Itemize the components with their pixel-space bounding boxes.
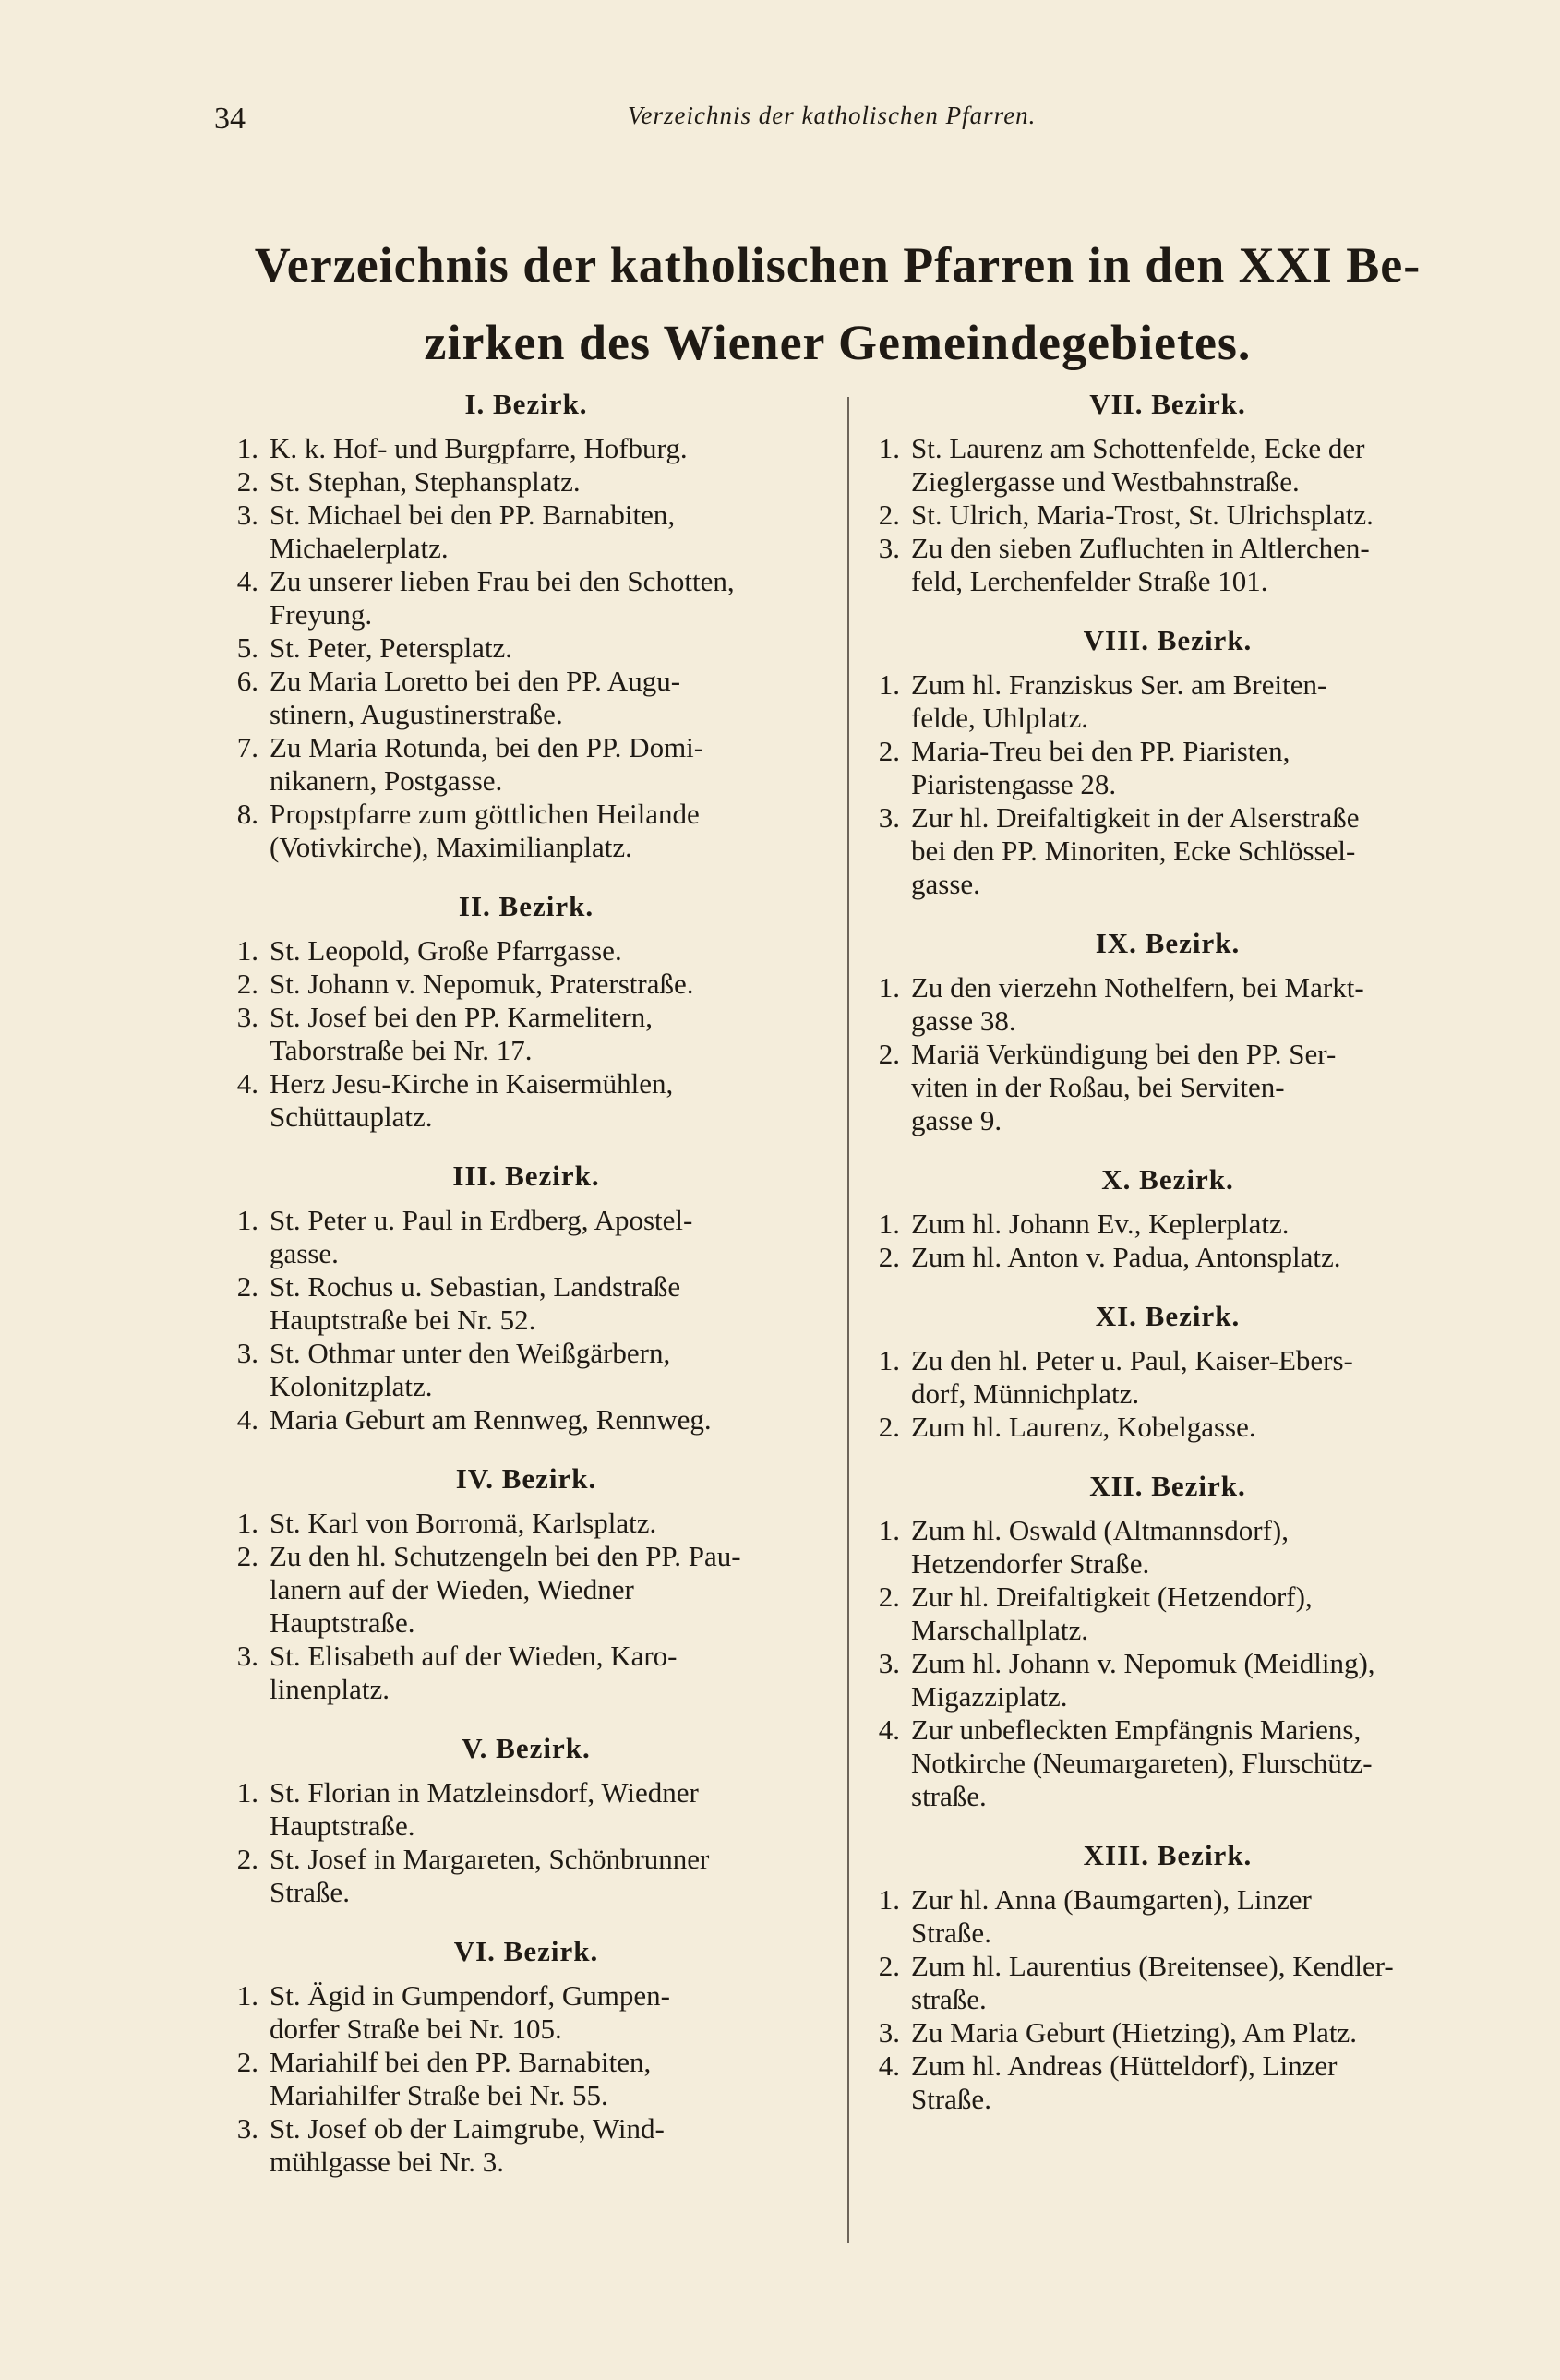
column-divider (847, 397, 849, 2243)
parish-entry (863, 1344, 1472, 1411)
parish-entry (222, 1204, 831, 1270)
entry-line: Zum hl. Anton v. Padua, Antonsplatz. (911, 1241, 1341, 1273)
entry-text (270, 1540, 831, 1640)
entry-line: St. Ägid in Gumpendorf, Gumpen- (270, 1979, 670, 2012)
parish-entry (222, 1843, 831, 1909)
entry-line: Mariä Verkündigung bei den PP. Ser- (911, 1038, 1337, 1070)
parish-entry (222, 499, 831, 565)
entry-line: Zu Maria Geburt (Hietzing), Am Platz. (911, 2016, 1357, 2049)
running-title: Verzeichnis der katholischen Pfarren. (628, 102, 1037, 129)
entry-text (270, 631, 831, 665)
district-heading: XII. Bezirk. (1089, 1470, 1246, 1502)
entry-line: Zum hl. Johann v. Nepomuk (Meidling), (911, 1647, 1375, 1679)
parish-entry (863, 1883, 1472, 1950)
parish-entry (222, 1403, 831, 1436)
entry-text (911, 1344, 1472, 1411)
entry-line: Zu Maria Loretto bei den PP. Augu- (270, 665, 681, 697)
entry-line: Zieglergasse und Westbahnstraße. (911, 465, 1300, 498)
entry-text (270, 665, 831, 731)
entry-line: dorf, Münnichplatz. (911, 1377, 1140, 1410)
parish-entry (863, 1647, 1472, 1713)
entry-text (270, 1001, 831, 1067)
entry-number: 7. (236, 731, 258, 763)
entry-number: 1. (878, 1883, 900, 1916)
entry-number: 2. (236, 968, 258, 1000)
parish-entry (863, 1038, 1472, 1137)
entry-line: Straße. (911, 1917, 991, 1949)
parish-entry (222, 1979, 831, 2046)
entry-number: 2. (236, 1270, 258, 1303)
parish-entry (222, 1776, 831, 1843)
district-heading: X. Bezirk. (1101, 1163, 1234, 1196)
entry-text (270, 1067, 831, 1134)
parish-entry (863, 1950, 1472, 2016)
entry-text (911, 1713, 1472, 1813)
parish-entry (222, 2112, 831, 2179)
entry-text (270, 798, 831, 864)
entry-text (270, 2112, 831, 2179)
entry-line: Zum hl. Oswald (Altmannsdorf), (911, 1514, 1289, 1546)
entry-line: St. Leopold, Große Pfarrgasse. (270, 934, 622, 967)
entry-line: St. Peter u. Paul in Erdberg, Apostel- (270, 1204, 693, 1236)
entry-line: stinern, Augustinerstraße. (270, 698, 563, 730)
parish-entry (863, 1208, 1472, 1241)
entry-number: 2. (236, 465, 258, 498)
entry-line: Propstpfarre zum göttlichen Heilande (270, 798, 700, 830)
entry-text (270, 1337, 831, 1403)
district-section (863, 1300, 1472, 1444)
entry-text (911, 2016, 1472, 2049)
parish-entry (222, 665, 831, 731)
entry-text (911, 1581, 1472, 1647)
district-section (222, 1160, 831, 1436)
entry-line: St. Josef bei den PP. Karmelitern, (270, 1001, 654, 1033)
entry-line: straße. (911, 1780, 987, 1812)
entry-text (270, 565, 831, 631)
entry-line: Mariahilf bei den PP. Barnabiten, (270, 2046, 652, 2078)
entry-number: 1. (878, 971, 900, 1004)
entry-line: gasse 38. (911, 1004, 1016, 1037)
entry-line: Hauptstraße. (270, 1809, 415, 1842)
district-section (222, 1732, 831, 1909)
parish-entry (863, 1411, 1472, 1444)
entry-line: St. Karl von Borromä, Karlsplatz. (270, 1507, 657, 1539)
entry-line: Zum hl. Laurenz, Kobelgasse. (911, 1411, 1256, 1443)
entry-line: Zu unserer lieben Frau bei den Schotten, (270, 565, 735, 597)
entry-line: felde, Uhlplatz. (911, 702, 1088, 734)
entry-text (270, 1979, 831, 2046)
parish-entry (222, 1640, 831, 1706)
entry-line: Maria-Treu bei den PP. Piaristen, (911, 735, 1290, 767)
entry-line: viten in der Roßau, bei Serviten- (911, 1071, 1285, 1103)
parish-entry (863, 971, 1472, 1038)
entry-line: dorfer Straße bei Nr. 105. (270, 2013, 562, 2045)
parish-entry (222, 432, 831, 465)
entry-number: 4. (236, 1403, 258, 1436)
entry-line: Mariahilfer Straße bei Nr. 55. (270, 2079, 608, 2111)
title-line-1: Verzeichnis der katholischen Pfarren in den XXI Be- (254, 237, 1422, 293)
parish-entry (222, 2046, 831, 2112)
entry-line: Zu den hl. Schutzengeln bei den PP. Pau- (270, 1540, 741, 1572)
entry-line: Hetzendorfer Straße. (911, 1547, 1150, 1580)
entry-number: 3. (236, 2112, 258, 2145)
entry-number: 1. (878, 1514, 900, 1546)
entry-line: St. Johann v. Nepomuk, Praterstraße. (270, 968, 694, 1000)
entry-line: Zur hl. Anna (Baumgarten), Linzer (911, 1883, 1312, 1916)
district-heading: IX. Bezirk. (1095, 927, 1241, 959)
entry-line: Hauptstraße bei Nr. 52. (270, 1304, 536, 1336)
entry-number: 2. (878, 1581, 900, 1613)
district-section (863, 388, 1472, 598)
entry-number: 3. (236, 1640, 258, 1672)
entry-line: Michaelerplatz. (270, 532, 449, 564)
entry-line: gasse. (911, 868, 980, 900)
entry-line: K. k. Hof- und Burgpfarre, Hofburg. (270, 432, 688, 464)
entry-line: bei den PP. Minoriten, Ecke Schlössel- (911, 835, 1356, 867)
entry-text (270, 731, 831, 798)
district-heading: IV. Bezirk. (455, 1462, 597, 1495)
entry-number: 1. (878, 1344, 900, 1376)
entry-line: mühlgasse bei Nr. 3. (270, 2146, 504, 2178)
entry-text (270, 465, 831, 499)
parish-entry (863, 532, 1472, 598)
parish-entry (222, 1270, 831, 1337)
parish-entry (863, 1713, 1472, 1813)
district-section (222, 1462, 831, 1706)
entry-number: 3. (878, 1647, 900, 1679)
entry-line: St. Elisabeth auf der Wieden, Karo- (270, 1640, 678, 1672)
entry-text (270, 1776, 831, 1843)
entry-number: 3. (236, 499, 258, 531)
entry-number: 1. (236, 934, 258, 967)
entry-line: St. Laurenz am Schottenfelde, Ecke der (911, 432, 1365, 464)
entry-line: Herz Jesu-Kirche in Kaisermühlen, (270, 1067, 674, 1100)
entry-line: Hauptstraße. (270, 1606, 415, 1639)
entry-line: Zu den sieben Zufluchten in Altlerchen- (911, 532, 1370, 564)
parish-entry (222, 465, 831, 499)
parish-entry (863, 801, 1472, 901)
entry-text (911, 1241, 1472, 1274)
district-section (863, 1839, 1472, 2116)
entry-text (911, 532, 1472, 598)
entry-line: St. Michael bei den PP. Barnabiten, (270, 499, 676, 531)
entry-line: Zur hl. Dreifaltigkeit in der Alserstraße (911, 801, 1360, 834)
district-heading: VII. Bezirk. (1089, 388, 1246, 420)
entry-text (911, 1038, 1472, 1137)
district-section (222, 1935, 831, 2179)
parish-entry (222, 1540, 831, 1640)
entry-number: 3. (878, 532, 900, 564)
parish-entry (222, 798, 831, 864)
right-column (863, 388, 1472, 2142)
district-section (222, 890, 831, 1134)
district-section (863, 1163, 1472, 1274)
entry-text (270, 1204, 831, 1270)
parish-entry (222, 1507, 831, 1540)
district-heading: VIII. Bezirk. (1083, 624, 1253, 656)
district-heading: VI. Bezirk. (453, 1935, 599, 1967)
entry-line: Zu Maria Rotunda, bei den PP. Domi- (270, 731, 704, 763)
parish-entry (863, 499, 1472, 532)
entry-line: Taborstraße bei Nr. 17. (270, 1034, 533, 1066)
entry-line: St. Rochus u. Sebastian, Landstraße (270, 1270, 681, 1303)
entry-line: Zu den vierzehn Nothelfern, bei Markt- (911, 971, 1364, 1004)
entry-number: 1. (236, 1204, 258, 1236)
district-section (863, 624, 1472, 901)
entry-line: Zu den hl. Peter u. Paul, Kaiser-Ebers- (911, 1344, 1353, 1376)
parish-entry (222, 968, 831, 1001)
entry-number: 3. (236, 1337, 258, 1369)
entry-number: 1. (236, 432, 258, 464)
entry-text (911, 1883, 1472, 1950)
district-heading: XI. Bezirk. (1095, 1300, 1241, 1332)
district-section (863, 927, 1472, 1137)
entry-line: Schüttauplatz. (270, 1100, 433, 1133)
page-title (217, 226, 1458, 381)
entry-line: Piaristengasse 28. (911, 768, 1117, 800)
entry-line: St. Ulrich, Maria-Trost, St. Ulrichsplatz. (911, 499, 1374, 531)
district-heading: I. Bezirk. (464, 388, 588, 420)
entry-line: gasse. (270, 1237, 339, 1269)
parish-entry (222, 731, 831, 798)
entry-line: straße. (911, 1983, 987, 2015)
entry-line: Zum hl. Franziskus Ser. am Breiten- (911, 668, 1327, 701)
parish-entry (863, 668, 1472, 735)
parish-entry (863, 1241, 1472, 1274)
entry-text (911, 432, 1472, 499)
entry-text (270, 1270, 831, 1337)
entry-line: Straße. (270, 1876, 350, 1908)
district-heading: V. Bezirk. (462, 1732, 591, 1764)
entry-line: gasse 9. (911, 1104, 1002, 1136)
parish-entry (222, 631, 831, 665)
entry-line: St. Josef ob der Laimgrube, Wind- (270, 2112, 665, 2145)
district-heading: III. Bezirk. (452, 1160, 600, 1192)
entry-text (911, 735, 1472, 801)
entry-number: 2. (878, 735, 900, 767)
entry-line: Zur unbefleckten Empfängnis Mariens, (911, 1713, 1362, 1746)
entry-line: Straße. (911, 2083, 991, 2115)
district-heading: XIII. Bezirk. (1083, 1839, 1253, 1871)
entry-line: lanern auf der Wieden, Wiedner (270, 1573, 634, 1605)
entry-text (911, 1950, 1472, 2016)
entry-number: 2. (236, 2046, 258, 2078)
entry-number: 5. (236, 631, 258, 664)
left-column (222, 388, 831, 2205)
parish-entry (863, 2016, 1472, 2049)
entry-line: Zum hl. Andreas (Hütteldorf), Linzer (911, 2049, 1338, 2082)
entry-number: 8. (236, 798, 258, 830)
entry-number: 4. (236, 1067, 258, 1100)
entry-line: Freyung. (270, 598, 373, 631)
entry-number: 2. (878, 1950, 900, 1982)
parish-entry (863, 432, 1472, 499)
entry-line: St. Josef in Margareten, Schönbrunner (270, 1843, 710, 1875)
entry-line: Zur hl. Dreifaltigkeit (Hetzendorf), (911, 1581, 1313, 1613)
entry-line: St. Peter, Petersplatz. (270, 631, 513, 664)
entry-number: 1. (878, 432, 900, 464)
entry-line: St. Othmar unter den Weißgärbern, (270, 1337, 671, 1369)
entry-line: St. Florian in Matzleinsdorf, Wiedner (270, 1776, 699, 1809)
entry-number: 3. (878, 801, 900, 834)
entry-line: Maria Geburt am Rennweg, Rennweg. (270, 1403, 712, 1436)
entry-number: 1. (878, 1208, 900, 1240)
entry-number: 1. (878, 668, 900, 701)
entry-number: 2. (236, 1843, 258, 1875)
entry-number: 4. (878, 2049, 900, 2082)
district-section (222, 388, 831, 864)
entry-number: 1. (236, 1507, 258, 1539)
entry-text (911, 1514, 1472, 1581)
entry-number: 2. (878, 1411, 900, 1443)
entry-number: 3. (878, 2016, 900, 2049)
entry-text (911, 499, 1472, 532)
parish-entry (863, 735, 1472, 801)
parish-entry (222, 565, 831, 631)
parish-entry (863, 1514, 1472, 1581)
entry-line: (Votivkirche), Maximilianplatz. (270, 831, 632, 863)
entry-line: Kolonitzplatz. (270, 1370, 433, 1402)
parish-entry (222, 1067, 831, 1134)
entry-line: Notkirche (Neumargareten), Flurschütz- (911, 1747, 1373, 1779)
entry-number: 2. (878, 499, 900, 531)
title-line-2: zirken des Wiener Gemeindegebietes. (424, 315, 1252, 370)
entry-line: Zum hl. Laurentius (Breitensee), Kendler- (911, 1950, 1394, 1982)
entry-text (911, 1208, 1472, 1241)
entry-line: feld, Lerchenfelder Straße 101. (911, 565, 1268, 597)
entry-text (911, 1647, 1472, 1713)
entry-text (270, 2046, 831, 2112)
entry-text (270, 934, 831, 968)
page-number: 34 (214, 102, 246, 136)
entry-text (911, 971, 1472, 1038)
entry-number: 1. (236, 1979, 258, 2012)
entry-line: Zum hl. Johann Ev., Keplerplatz. (911, 1208, 1290, 1240)
entry-text (270, 1640, 831, 1706)
district-section (863, 1470, 1472, 1813)
parish-entry (222, 1001, 831, 1067)
entry-text (270, 968, 831, 1001)
parish-entry (222, 934, 831, 968)
entry-line: nikanern, Postgasse. (270, 764, 503, 797)
entry-number: 4. (236, 565, 258, 597)
entry-number: 2. (236, 1540, 258, 1572)
entry-text (270, 1403, 831, 1436)
entry-text (270, 499, 831, 565)
entry-number: 4. (878, 1713, 900, 1746)
district-heading: II. Bezirk. (458, 890, 594, 922)
entry-text (911, 2049, 1472, 2116)
entry-number: 3. (236, 1001, 258, 1033)
parish-entry (863, 1581, 1472, 1647)
entry-text (911, 801, 1472, 901)
entry-line: Marschallplatz. (911, 1614, 1088, 1646)
entry-number: 6. (236, 665, 258, 697)
running-head (0, 92, 1560, 148)
parish-entry (863, 2049, 1472, 2116)
entry-number: 2. (878, 1038, 900, 1070)
entry-text (911, 668, 1472, 735)
entry-text (270, 1507, 831, 1540)
parish-entry (222, 1337, 831, 1403)
entry-number: 2. (878, 1241, 900, 1273)
entry-text (270, 1843, 831, 1909)
entry-line: Migazziplatz. (911, 1680, 1068, 1713)
entry-text (270, 432, 831, 465)
entry-line: St. Stephan, Stephansplatz. (270, 465, 581, 498)
entry-text (911, 1411, 1472, 1444)
entry-line: linenplatz. (270, 1673, 390, 1705)
entry-number: 1. (236, 1776, 258, 1809)
